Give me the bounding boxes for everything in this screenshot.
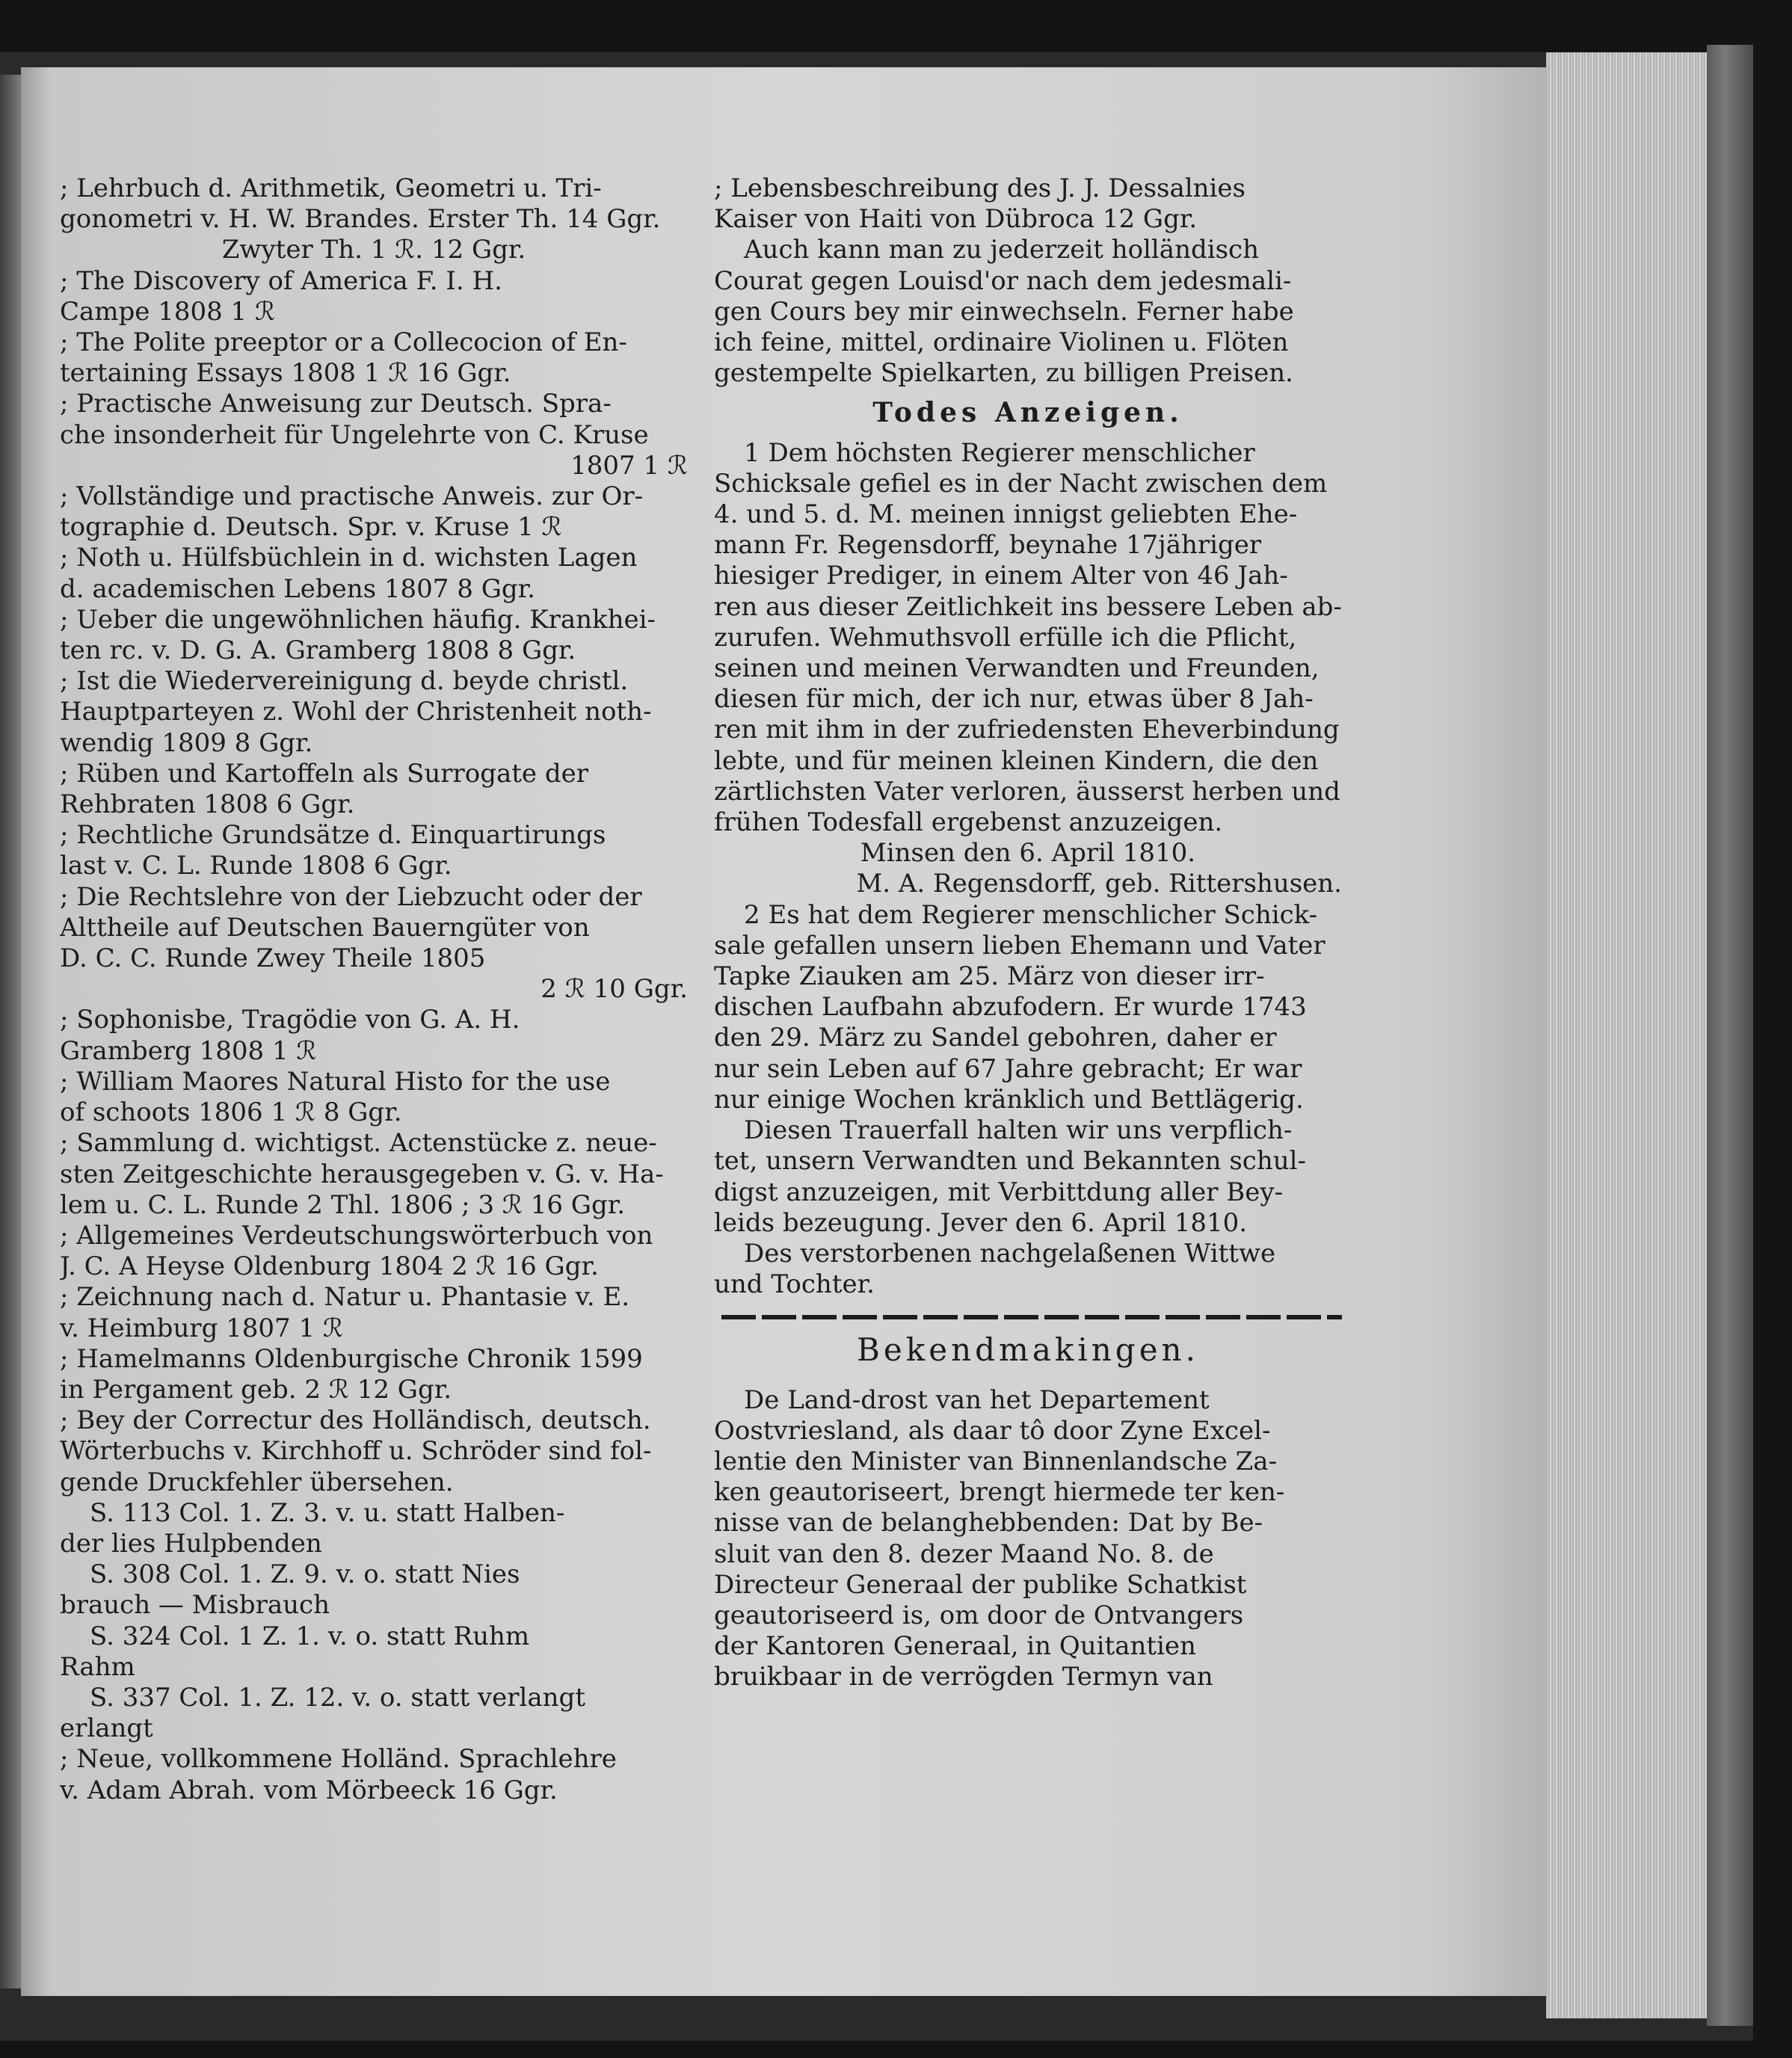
text-line: nur sein Leben auf 67 Jahre gebracht; Er war [714,1053,1302,1084]
section-divider [721,1315,1342,1319]
text-line: M. A. Regensdorff, geb. Rittershusen. [856,869,1342,899]
page-stack-edge [1546,52,1707,2018]
text-line: ; Bey der Correctur des Holländisch, deutsch. [60,1405,651,1436]
text-line: gen Cours bey mir einwechseln. Ferner habe [714,296,1294,327]
text-line: erlangt [60,1713,153,1744]
text-line: ; The Polite preeptor or a Collecocion of En- [60,327,627,358]
text-line: sale gefallen unsern lieben Ehemann und Vater [714,930,1325,961]
text-line: ; The Discovery of America F. I. H. [60,265,502,296]
text-line: ; Hamelmanns Oldenburgische Chronik 1599 [60,1343,643,1374]
text-line: gestempelte Spielkarten, zu billigen Preisen. [714,358,1293,389]
text-line: Directeur Generaal der publike Schatkist [714,1569,1247,1600]
text-line: frühen Todesfall ergebenst anzuzeigen. [714,807,1223,838]
text-line: tertaining Essays 1808 1 ℛ 16 Ggr. [60,358,511,389]
text-line: der Kantoren Generaal, in Quitantien [714,1631,1196,1662]
text-line: Tapke Ziauken am 25. März von dieser irr- [714,961,1265,992]
book-advertisements [714,173,1342,389]
text-line: ; Sammlung d. wichtigst. Actenstücke z. neue- [60,1128,657,1159]
text-line: sten Zeitgeschichte herausgegeben v. G. v. Ha- [60,1159,664,1189]
text-line: leids bezeugung. Jever den 6. April 1810. [714,1207,1248,1238]
text-line: sluit van den 8. dezer Maand No. 8. de [714,1538,1214,1569]
text-line: ; Lebensbeschreibung des J. J. Dessalnies [714,173,1246,203]
text-line: ; William Maores Natural Histo for the use [60,1066,611,1097]
text-line: 1 Dem höchsten Regierer menschlicher [744,437,1255,468]
text-line: v. Adam Abrah. vom Mörbeeck 16 Ggr. [60,1775,558,1805]
text-line: Courat gegen Louisd'or nach dem jedesmali- [714,265,1292,296]
text-line: hiesiger Prediger, in einem Alter von 46 Jah- [714,561,1288,591]
text-line: Campe 1808 1 ℛ [60,296,276,327]
text-line: Oostvriesland, als daar tô door Zyne Excel- [714,1415,1271,1446]
facing-page-edge [0,75,21,1988]
text-line: nur einige Wochen kränklich und Bettlägerig. [714,1084,1304,1115]
text-line: lentie den Minister van Binnenlandsche Za- [714,1446,1278,1476]
text-line: in Pergament geb. 2 ℛ 12 Ggr. [60,1374,452,1405]
text-line: ; Die Rechtslehre von der Liebzucht oder der [60,881,642,912]
text-line: 4. und 5. d. M. meinen innigst geliebten Ehe- [714,499,1298,530]
text-line: lem u. C. L. Runde 2 Thl. 1806 ; 3 ℛ 16 Ggr. [60,1189,626,1220]
text-line: d. academischen Lebens 1807 8 Ggr. [60,573,535,604]
text-line: der lies Hulpbenden [60,1528,322,1559]
left-column [60,173,688,1806]
text-line: zärtlichsten Vater verloren, äusserst herben und [714,776,1340,807]
text-line: ; Sophonisbe, Tragödie von G. A. H. [60,1005,520,1035]
text-line: Alttheile auf Deutschen Bauerngüter von [60,912,590,943]
text-line: dischen Laufbahn abzufodern. Er wurde 1743 [714,992,1307,1023]
text-line: ; Ueber die ungewöhnlichen häufig. Krankhei- [60,604,656,635]
text-line: diesen für mich, der ich nur, etwas über 8 Jah- [714,684,1314,715]
text-line: bruikbaar in de verrögden Termyn van [714,1662,1213,1692]
text-line: ; Ist die Wiedervereinigung d. beyde christl. [60,666,629,697]
text-line: ken geautoriseert, brengt hiermede ter ken- [714,1477,1285,1508]
text-line: ; Noth u. Hülfsbüchlein in d. wichsten Lagen [60,543,638,573]
text-line: De Land-drost van het Departement [744,1384,1210,1415]
text-line: gonometri v. H. W. Brandes. Erster Th. 14 Ggr. [60,204,661,235]
text-line: wendig 1809 8 Ggr. [60,727,313,758]
text-line: zurufen. Wehmuthsvoll erfülle ich die Pflicht, [714,622,1297,653]
text-line: ; Vollständige und practische Anweis. zur Or- [60,481,644,512]
text-line: 1807 1 ℛ [570,450,688,481]
text-line: Minsen den 6. April 1810. [860,838,1196,869]
text-line: nisse van de belanghebbenden: Dat by Be- [714,1508,1263,1538]
todes-heading: Todes Anzeigen. [872,397,1183,429]
text-line: 2 Es hat dem Regierer menschlicher Schick- [744,899,1318,930]
text-line: mann Fr. Regensdorff, beynahe 17jähriger [714,530,1262,561]
right-column [714,173,1342,1693]
text-line: Auch kann man zu jederzeit holländisch [744,235,1259,265]
text-line: D. C. C. Runde Zwey Theile 1805 [60,943,486,974]
text-line: S. 324 Col. 1 Z. 1. v. o. statt Ruhm [90,1621,530,1651]
text-line: Hauptparteyen z. Wohl der Christenheit noth- [60,697,652,727]
text-line: Rahm [60,1651,135,1682]
text-line: seinen und meinen Verwandten und Freunden, [714,653,1320,684]
text-line: ; Rüben und Kartoffeln als Surrogate der [60,758,588,789]
text-line: ren mit ihm in der zufriedensten Eheverbindung [714,715,1340,745]
text-line: Zwyter Th. 1 ℛ. 12 Ggr. [221,235,526,265]
text-line: v. Heimburg 1807 1 ℛ [60,1313,344,1343]
text-line: S. 308 Col. 1. Z. 9. v. o. statt Nies [90,1559,520,1590]
bekendmakingen-heading: Bekendmakingen. [857,1331,1199,1369]
text-line: Diesen Trauerfall halten wir uns verpflich- [744,1115,1293,1146]
text-line: Kaiser von Haiti von Dübroca 12 Ggr. [714,204,1198,235]
text-line: ; Zeichnung nach d. Natur u. Phantasie v. E. [60,1282,630,1313]
text-line: Des verstorbenen nachgelaßenen Wittwe [744,1238,1276,1269]
text-line: 2 ℛ 10 Ggr. [541,974,688,1005]
text-line: tet, unsern Verwandten und Bekannten schul- [714,1146,1306,1177]
text-line: che insonderheit für Ungelehrte von C. Kruse [60,419,649,450]
text-line: ten rc. v. D. G. A. Gramberg 1808 8 Ggr. [60,635,576,666]
text-line: ; Rechtliche Grundsätze d. Einquartirungs [60,820,606,851]
text-line: Rehbraten 1808 6 Ggr. [60,789,355,820]
text-line: of schoots 1806 1 ℛ 8 Ggr. [60,1097,402,1128]
text-line: Schicksale gefiel es in der Nacht zwischen dem [714,468,1328,499]
death-notices [714,438,1342,1301]
text-line: Gramberg 1808 1 ℛ [60,1035,317,1066]
text-line: ich feine, mittel, ordinaire Violinen u. Flöten [714,327,1289,358]
book-cover-edge [1707,45,1753,2026]
text-line: ; Allgemeines Verdeutschungswörterbuch von [60,1220,653,1251]
text-line: J. C. A Heyse Oldenburg 1804 2 ℛ 16 Ggr. [60,1251,599,1282]
text-line: geautoriseerd is, om door de Ontvangers [714,1600,1244,1630]
text-line: ; Neue, vollkommene Holländ. Sprachlehre [60,1744,617,1775]
text-line: S. 337 Col. 1. Z. 12. v. o. statt verlangt [90,1682,585,1713]
text-line: digst anzuzeigen, mit Verbittdung aller Bey- [714,1177,1284,1207]
text-line: ; Practische Anweisung zur Deutsch. Spra- [60,389,612,419]
text-line: und Tochter. [714,1269,875,1300]
text-line: last v. C. L. Runde 1808 6 Ggr. [60,851,452,881]
announcements [714,1385,1342,1693]
text-line: ren aus dieser Zeitlichkeit ins bessere Leben ab- [714,591,1342,622]
text-line: ; Lehrbuch d. Arithmetik, Geometri u. Tri- [60,173,602,203]
text-line: lebte, und für meinen kleinen Kindern, die den [714,745,1319,776]
text-line: gende Druckfehler übersehen. [60,1467,454,1497]
text-line: den 29. März zu Sandel gebohren, daher er [714,1023,1277,1053]
text-line: brauch — Misbrauch [60,1590,330,1621]
text-line: Wörterbuchs v. Kirchhoff u. Schröder sind fol- [60,1436,652,1467]
text-line: S. 113 Col. 1. Z. 3. v. u. statt Halben- [90,1497,565,1528]
text-line: tographie d. Deutsch. Spr. v. Kruse 1 ℛ [60,512,562,543]
